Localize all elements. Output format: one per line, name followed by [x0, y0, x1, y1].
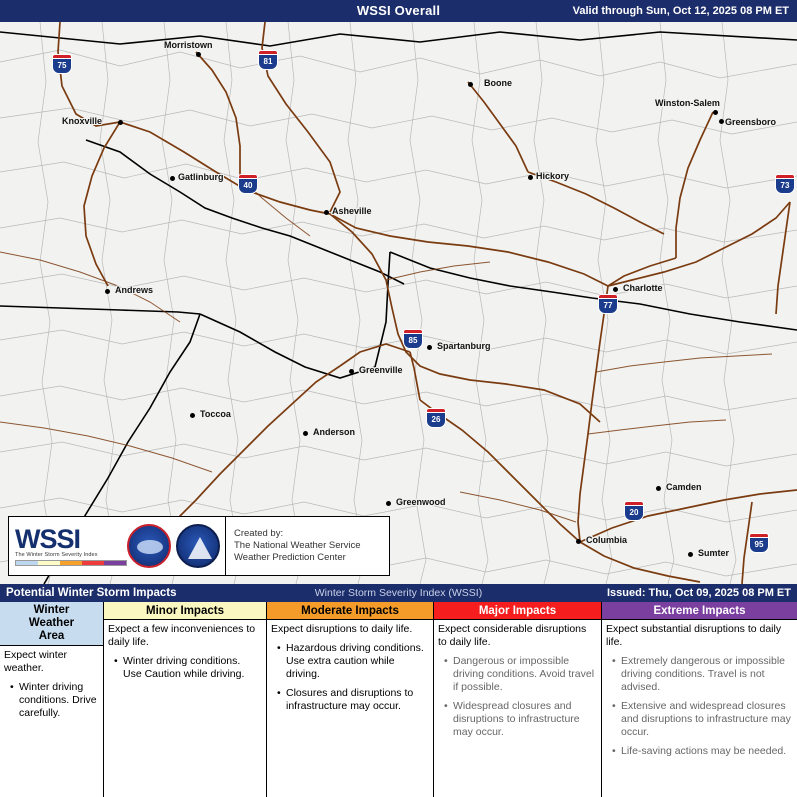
city-label-sumter: Sumter	[698, 548, 730, 558]
interstate-shield-icon	[52, 54, 72, 74]
city-label-knoxville: Knoxville	[62, 116, 103, 126]
legend-paragraph: Expect disruptions to daily life.	[271, 623, 413, 635]
legend-paragraph: Expect considerable disruptions to daily life.	[438, 623, 587, 648]
city-label-boone: Boone	[484, 78, 512, 88]
legend-body	[602, 620, 797, 758]
credit-line-3: Weather Prediction Center	[234, 552, 346, 563]
legend-category-winter-weather-area	[0, 602, 104, 797]
subheader-center-label: Winter Storm Severity Index (WSSI)	[314, 587, 483, 599]
city-dot	[196, 52, 201, 57]
city-dot	[528, 175, 533, 180]
legend-category-extreme-impacts	[602, 602, 797, 797]
shield-number: 75	[52, 58, 72, 74]
legend-body	[434, 620, 601, 739]
legend-bullet: • Hazardous driving conditions. Use extra caution while driving.	[280, 642, 428, 681]
legend-bullet: • Widespread closures and disruptions to infrastructure may occur.	[447, 700, 596, 739]
city-dot	[719, 119, 724, 124]
shield-number: 85	[403, 333, 423, 349]
legend-title-extreme-impacts: Extreme Impacts	[602, 602, 797, 620]
shield-number: 73	[775, 178, 795, 194]
city-label-hickory: Hickory	[536, 171, 570, 181]
legend-paragraph: Expect substantial disruptions to daily life.	[606, 623, 782, 648]
credit-line-1: Created by:	[234, 528, 284, 539]
legend-body	[104, 620, 266, 681]
city-label-asheville: Asheville	[332, 206, 372, 216]
city-label-greensboro: Greensboro	[725, 117, 777, 127]
legend-title-winter-weather-area	[0, 602, 103, 646]
legend-bullet: • Extensive and widespread closures and disruptions to infrastructure may occur.	[615, 700, 792, 739]
legend-title-line: Winter	[33, 604, 70, 616]
legend-title-line: Weather	[28, 617, 75, 629]
city-label-morristown: Morristown	[164, 40, 213, 50]
valid-through-text: Valid through Sun, Oct 12, 2025 08 PM ET	[572, 5, 789, 17]
legend-bullet: • Dangerous or impossible driving conditions. Avoid travel if possible.	[447, 655, 596, 694]
shield-number: 77	[598, 298, 618, 314]
interstate-shield-icon	[238, 174, 258, 194]
city-dot	[688, 552, 693, 557]
city-label-greenville: Greenville	[359, 365, 403, 375]
city-dot	[324, 210, 329, 215]
legend-paragraph: Expect winter weather.	[4, 649, 68, 674]
shield-number: 20	[624, 505, 644, 521]
wssi-logo	[9, 526, 127, 566]
legend-paragraph: Expect a few inconveniences to daily life.	[108, 623, 256, 648]
subheader-left-label: Potential Winter Storm Impacts	[6, 587, 177, 599]
interstate-shield-icon	[258, 50, 278, 70]
city-label-spartanburg: Spartanburg	[437, 341, 491, 351]
legend-body	[0, 646, 103, 720]
city-dot	[613, 287, 618, 292]
legend-bullet: • Extremely dangerous or impossible driving conditions. Travel is not advised.	[615, 655, 792, 694]
legend-title-moderate-impacts: Moderate Impacts	[267, 602, 433, 620]
city-dot	[656, 486, 661, 491]
legend-title-minor-impacts: Minor Impacts	[104, 602, 266, 620]
interstate-shield-icon	[403, 329, 423, 349]
interstate-shield-icon	[624, 501, 644, 521]
city-dot	[170, 176, 175, 181]
legend-bullet: • Winter driving conditions. Drive carefully.	[13, 681, 98, 720]
page-title: WSSI Overall	[356, 3, 441, 18]
interstate-shield-icon	[775, 174, 795, 194]
legend-bullet-list	[108, 655, 261, 681]
legend-bullet: • Closures and disruptions to infrastructure may occur.	[280, 687, 428, 713]
shield-number: 81	[258, 54, 278, 70]
legend-title-major-impacts: Major Impacts	[434, 602, 601, 620]
city-label-camden: Camden	[666, 482, 702, 492]
city-dot	[190, 413, 195, 418]
city-label-andrews: Andrews	[115, 285, 154, 295]
legend-bullet-list	[438, 655, 596, 739]
legend-bullet-list	[4, 681, 98, 720]
noaa-seal-icon	[176, 524, 220, 568]
legend-bullet-list	[606, 655, 792, 758]
legend-category-moderate-impacts	[267, 602, 434, 797]
interstate-shield-icon	[749, 533, 769, 553]
city-dot	[468, 82, 473, 87]
legend-category-minor-impacts	[104, 602, 267, 797]
credit-block	[225, 517, 361, 575]
city-dot	[386, 501, 391, 506]
city-label-winston-salem: Winston-Salem	[655, 98, 720, 108]
issued-label: Issued: Thu, Oct 09, 2025 08 PM ET	[606, 587, 791, 599]
impact-legend	[0, 602, 797, 797]
credit-line-2: The National Weather Service	[234, 540, 361, 551]
city-label-charlotte: Charlotte	[623, 283, 663, 293]
shield-number: 40	[238, 178, 258, 194]
city-dot	[105, 289, 110, 294]
shield-number: 26	[426, 412, 446, 428]
city-dot	[427, 345, 432, 350]
interstate-shield-icon	[426, 408, 446, 428]
legend-body	[267, 620, 433, 713]
wssi-logo-box	[8, 516, 390, 576]
impacts-subheader	[0, 584, 797, 602]
legend-bullet-list	[271, 642, 428, 713]
wssi-tagline: The Winter Storm Severity Index	[15, 552, 98, 558]
map-canvas[interactable]	[0, 22, 797, 584]
nws-seal-icon	[127, 524, 171, 568]
city-label-columbia: Columbia	[586, 535, 628, 545]
city-label-toccoa: Toccoa	[200, 409, 231, 419]
shield-number: 95	[749, 537, 769, 553]
city-dot	[349, 369, 354, 374]
city-dot	[576, 539, 581, 544]
legend-category-major-impacts	[434, 602, 602, 797]
city-label-gatlinburg: Gatlinburg	[178, 172, 224, 182]
legend-title-line: Area	[38, 630, 65, 642]
wssi-color-ramp	[15, 560, 127, 566]
city-dot	[713, 110, 718, 115]
city-label-anderson: Anderson	[313, 427, 356, 437]
interstate-shield-icon	[598, 294, 618, 314]
legend-bullet: • Winter driving conditions. Use Caution while driving.	[117, 655, 261, 681]
legend-bullet: • Life-saving actions may be needed.	[615, 745, 792, 758]
city-label-greenwood: Greenwood	[396, 497, 446, 507]
header-bar	[0, 0, 797, 22]
city-dot	[118, 120, 123, 125]
wssi-wordmark: WSSI	[15, 524, 81, 554]
city-dot	[303, 431, 308, 436]
